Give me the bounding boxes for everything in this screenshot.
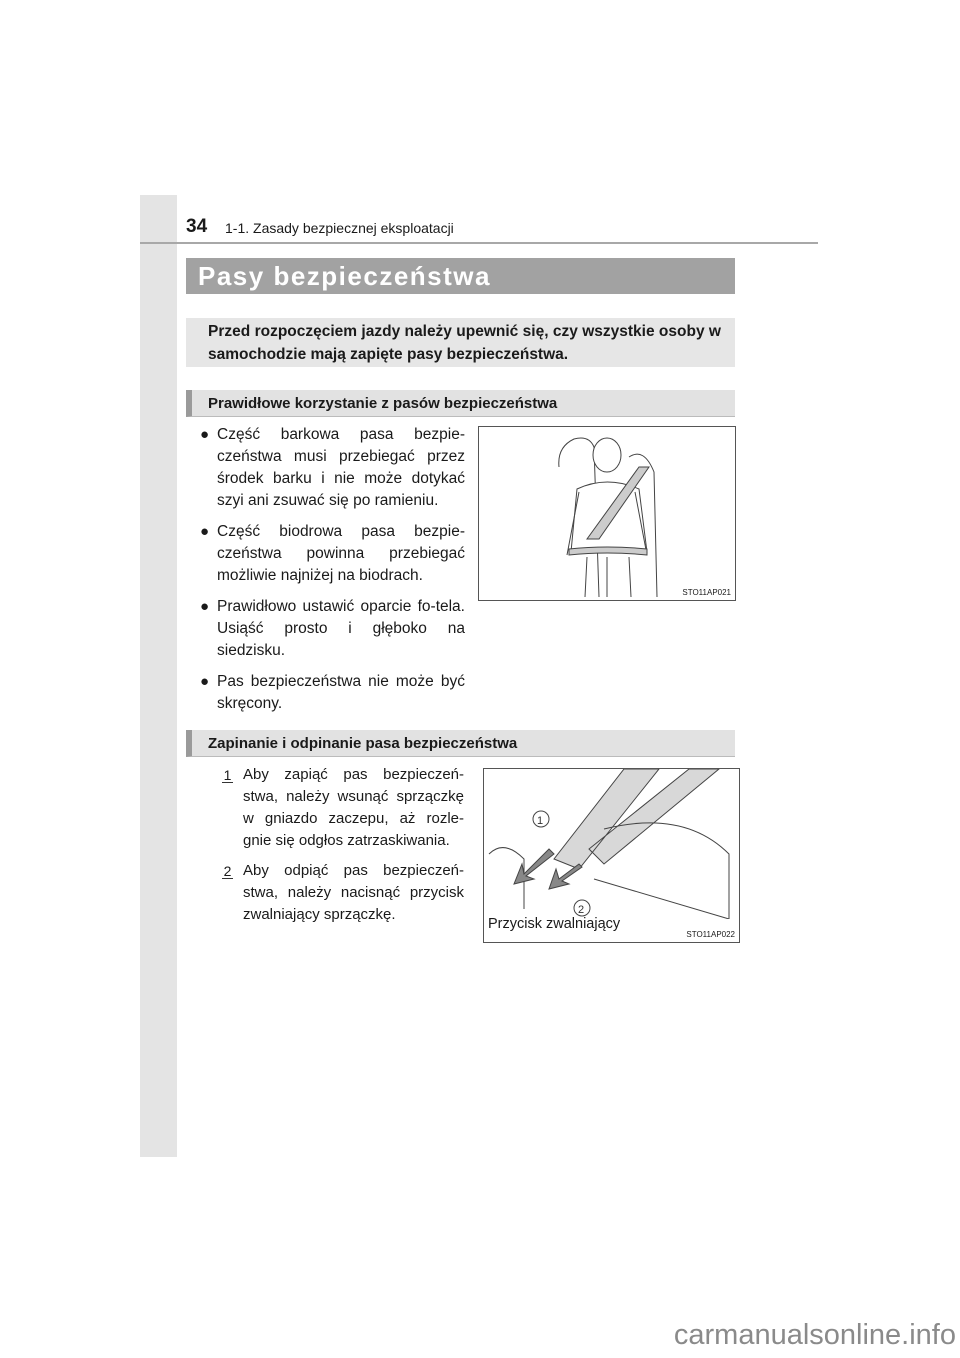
steps-list	[222, 764, 464, 934]
step-number: 1	[223, 767, 232, 783]
intro-box: Przed rozpoczęciem jazdy należy upewnić się, czy wszystkie osoby w samochodzie mają zapięte pasy bezpieczeństwa.	[186, 318, 735, 367]
figure-code: STO11AP021	[682, 588, 731, 597]
list-item: ● Prawidłowo ustawić oparcie fo-tela. Usiąść prosto i głęboko na siedzisku.	[200, 596, 465, 662]
list-item: ● Część barkowa pasa bezpie-czeństwa musi przebiegać przez środek barku i nie może dotykać szyi ani zsuwać się po ramieniu.	[200, 424, 465, 512]
page-title: Pasy bezpieczeństwa	[186, 258, 735, 294]
bullet-icon: ●	[200, 426, 210, 443]
section-heading-usage: Prawidłowe korzystanie z pasów bezpieczeństwa	[186, 390, 735, 417]
callout-1: 1	[537, 815, 544, 827]
list-item: ● Pas bezpieczeństwa nie może być skręcony.	[200, 671, 465, 715]
release-button-label: Przycisk zwalniający	[488, 916, 621, 932]
callout-2: 2	[578, 904, 585, 916]
watermark: carmanualsonline.info	[673, 1319, 956, 1351]
step-number: 2	[223, 863, 232, 879]
list-item: 1 Aby zapiąć pas bezpieczeń-stwa, należy wsunąć sprzączkę w gniazdo zaczepu, aż rozle-gnie się odgłos zatrzaskiwania.	[222, 764, 464, 852]
list-item: 2 Aby odpiąć pas bezpieczeń-stwa, należy nacisnąć przycisk zwalniający sprzączkę.	[222, 860, 464, 926]
bullet-icon: ●	[200, 673, 210, 690]
bullet-icon: ●	[200, 523, 210, 540]
buckle-illustration	[483, 768, 740, 943]
bullet-icon: ●	[200, 598, 210, 615]
buckle-drawing	[484, 769, 739, 919]
side-tab	[140, 195, 177, 1157]
seated-person-drawing	[479, 427, 735, 600]
figure-code: STO11AP022	[686, 930, 735, 939]
list-item: ● Część biodrowa pasa bezpie-czeństwa powinna przebiegać możliwie najniżej na biodrach.	[200, 521, 465, 587]
bullet-list	[200, 424, 465, 724]
header-rule	[140, 242, 818, 244]
section-heading-buckling: Zapinanie i odpinanie pasa bezpieczeństwa	[186, 730, 735, 757]
page-number: 34	[186, 216, 208, 237]
breadcrumb: 1-1. Zasady bezpiecznej eksploatacji	[225, 220, 454, 236]
seatbelt-posture-illustration	[478, 426, 736, 601]
